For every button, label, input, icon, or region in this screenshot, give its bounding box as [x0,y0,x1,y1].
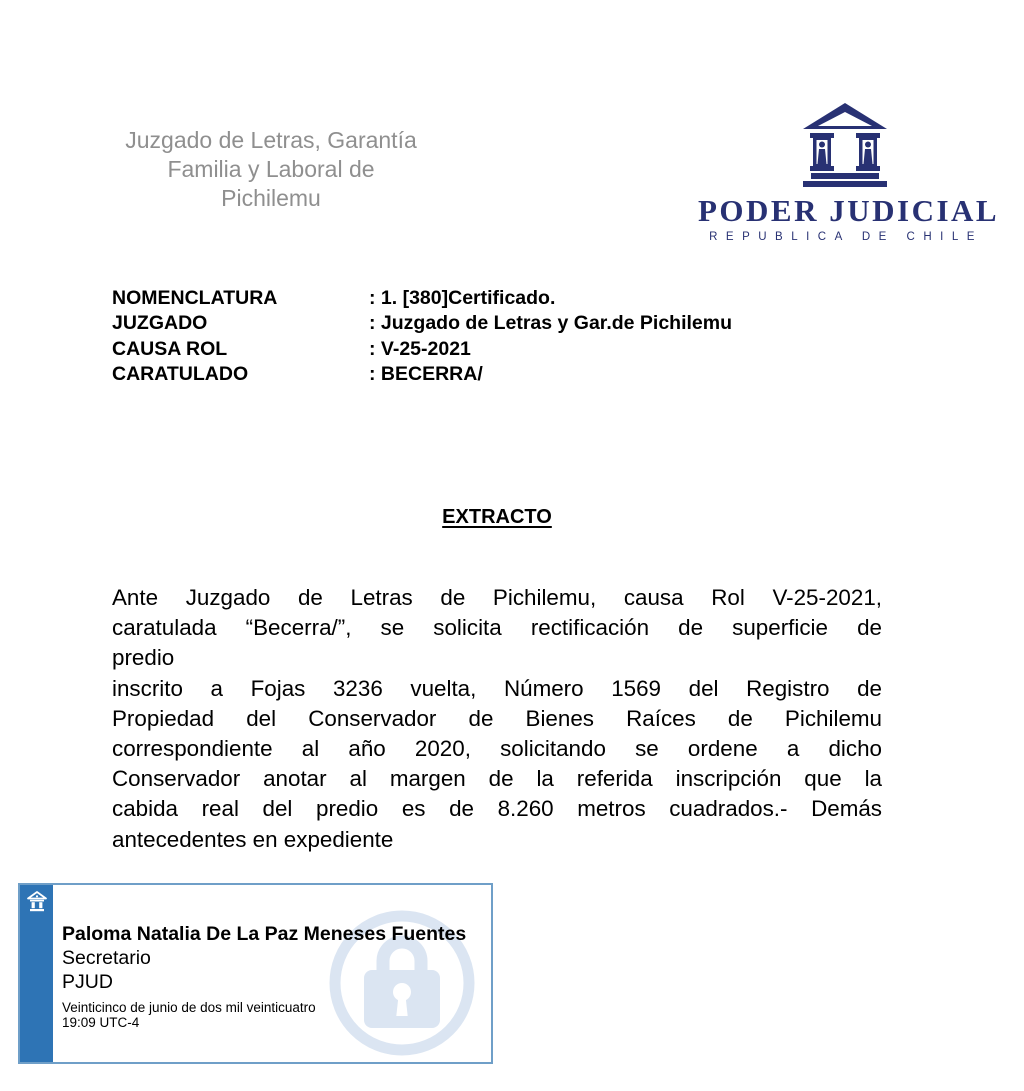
meta-label: NOMENCLATURA [112,287,278,309]
meta-row-juzgado [112,311,852,336]
meta-value: : V-25-2021 [369,337,471,360]
signature-box [18,883,493,1064]
signature-stripe [20,885,53,1062]
extract-body [112,583,882,855]
meta-value: : 1. [380]Certificado. [369,287,556,309]
temple-outline-icon [25,890,49,914]
case-metadata [112,286,852,387]
signature-content [62,923,485,1030]
temple-columns-icon [801,103,889,187]
logo-subtitle: REPUBLICA DE CHILE [709,231,983,243]
signer-org: PJUD [62,971,113,993]
court-name: Juzgado de Letras, Garantía Familia y Laboral de Pichilemu [125,127,417,211]
meta-row-caratulado [112,362,852,387]
signature-time: 19:09 UTC-4 [62,1015,140,1030]
meta-row-nomenclatura [112,286,852,311]
signature-date: Veinticinco de junio de dos mil veinticuatro [62,1000,316,1015]
meta-value: : Juzgado de Letras y Gar.de Pichilemu [369,312,733,335]
meta-label: CARATULADO [112,362,249,385]
extract-heading: EXTRACTO [442,506,552,528]
extract-paragraph-2: inscrito a Fojas 3236 vuelta, Número 1569 del Registro de Propiedad del Conservador de Bienes Raíces de Pichilemu correspondiente al año 2020, solicitando se ordene a dicho Conservador anotar al margen de la referida inscripción que la cabida real del predio es de 8.260 metros cuadrados.- Demás antecedentes en expediente [112,675,882,852]
meta-value: : BECERRA/ [369,362,483,385]
logo-title: PODER JUDICIAL [698,193,1000,228]
signer-name: Paloma Natalia De La Paz Meneses Fuentes [62,923,467,945]
signer-role: Secretario [62,947,151,969]
extract-paragraph-1: Ante Juzgado de Letras de Pichilemu, causa Rol V-25-2021, caratulada “Becerra/”, se solicita rectificación de superficie de predio [112,585,882,671]
meta-row-causa-rol [112,337,852,362]
meta-label: JUZGADO [112,312,208,335]
meta-label: CAUSA ROL [112,337,228,360]
